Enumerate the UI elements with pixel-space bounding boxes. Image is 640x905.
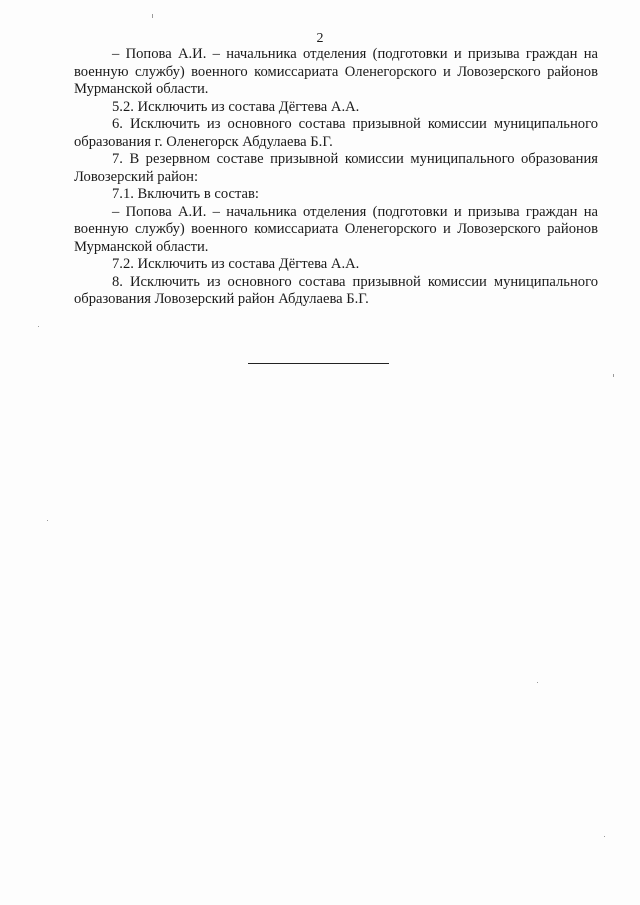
closing-divider-line — [248, 363, 389, 364]
scan-speck — [47, 520, 48, 521]
scan-speck — [152, 14, 153, 18]
paragraph-7: 7. В резервном составе призывной комиссии муниципального образования Ловозерский район: — [74, 151, 598, 185]
scan-speck — [604, 836, 605, 837]
document-body — [74, 46, 598, 309]
paragraph-7-2: 7.2. Исключить из состава Дёгтева А.А. — [112, 256, 360, 272]
scan-speck — [613, 374, 614, 377]
paragraph-6: 6. Исключить из основного состава призывной комиссии муниципального образования г. Оленегорск Абдулаева Б.Г. — [74, 116, 598, 150]
paragraph-popova-1: – Попова А.И. – начальника отделения (подготовки и призыва граждан на военную службу) военного комиссариата Оленегорского и Ловозерского районов Мурманской области. — [74, 46, 598, 97]
paragraph-8: 8. Исключить из основного состава призывной комиссии муниципального образования Ловозерский район Абдулаева Б.Г. — [74, 273, 598, 307]
paragraph-7-1: 7.1. Включить в состав: — [112, 186, 259, 202]
paragraph-popova-2: – Попова А.И. – начальника отделения (подготовки и призыва граждан на военную службу) военного комиссариата Оленегорского и Ловозерского районов Мурманской области. — [74, 203, 598, 255]
scan-speck — [38, 326, 39, 327]
paragraph-5-2: 5.2. Исключить из состава Дёгтева А.А. — [112, 98, 360, 115]
page-number: 2 — [316, 31, 324, 46]
scan-speck — [537, 682, 538, 683]
